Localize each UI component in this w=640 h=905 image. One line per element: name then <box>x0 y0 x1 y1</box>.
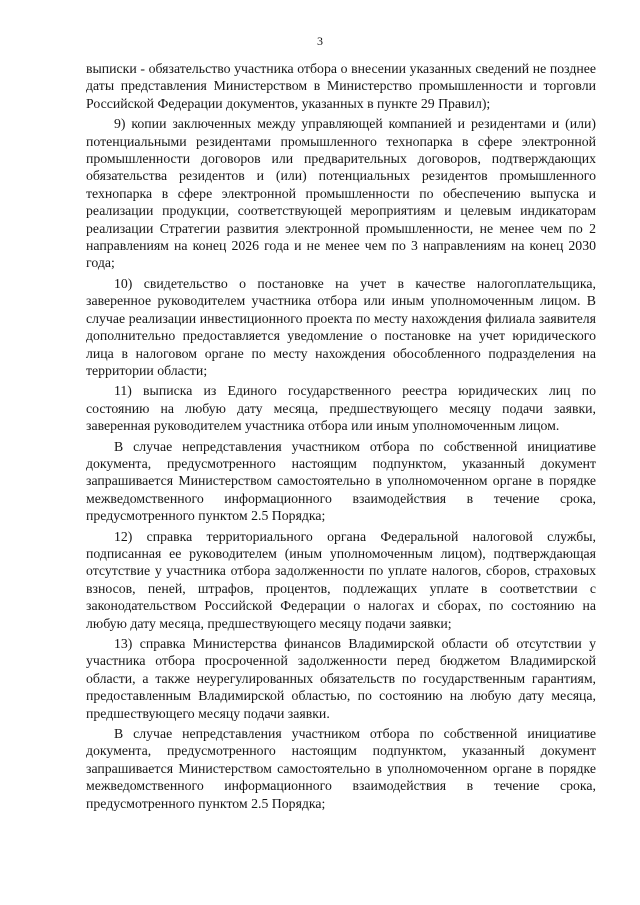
paragraph-note-2: В случае непредставления участником отбора по собственной инициативе документа, предусмотренного настоящим подпунктом, указанный документ запрашивается Министерством самостоятельно в уполномоченном органе в порядке межведомственного информационного взаимодействия в течение срока, предусмотренного пунктом 2.5 Порядка; <box>86 726 596 811</box>
page-number: 3 <box>317 34 323 48</box>
paragraph-item-9: 9) копии заключенных между управляющей компанией и резидентами и (или) потенциальными резидентами промышленного технопарка в сфере электронной промышленности договоров или предварительных договоров, подтверждающих обязательства резидентов и (или) потенциальных резидентов промышленного технопарка в сфере электронной промышленности по обеспечению выпуска и реализации продукции, соответствующей мероприятиям и целевым индикаторам реализации Стратегии развития электронной промышленности, не менее чем по 2 направлениям на конец 2026 года и не менее чем по 3 направлениям на конец 2030 года; <box>86 116 596 271</box>
paragraph-item-11: 11) выписка из Единого государственного реестра юридических лиц по состоянию на любую дату месяца, предшествующего месяцу подачи заявки, заверенная руководителем участника отбора или иным уполномоченным лицом. <box>86 383 596 434</box>
paragraph-continuation: выписки - обязательство участника отбора о внесении указанных сведений не позднее даты представления Министерством в Министерство промышленности и торговли Российской Федерации документов, указанных в пункте 29 Правил); <box>86 61 596 111</box>
paragraph-item-12: 12) справка территориального органа Федеральной налоговой службы, подписанная ее руководителем (иным уполномоченным лицом), подтверждающая отсутствие у участника отбора задолженности по уплате налогов, сборов, страховых взносов, пеней, штрафов, процентов, подлежащих уплате в соответствии с законодательством Российской Федерации о налогах и сборах, по состоянию на любую дату месяца, предшествующего месяцу подачи заявки; <box>86 528 596 631</box>
paragraph-item-10: 10) свидетельство о постановке на учет в качестве налогоплательщика, заверенное руководителем участника отбора или иным уполномоченным лицом. В случае реализации инвестиционного проекта по месту нахождения филиала заявителя дополнительно предоставляется уведомление о постановке на учет юридического лица в налоговом органе по месту нахождения обособленного подразделения на территории области; <box>86 275 596 378</box>
document-body <box>86 60 596 815</box>
paragraph-note-1: В случае непредставления участником отбора по собственной инициативе документа, предусмотренного настоящим подпунктом, указанный документ запрашивается Министерством самостоятельно в уполномоченном органе в порядке межведомственного информационного взаимодействия в течение срока, предусмотренного пунктом 2.5 Порядка; <box>86 438 596 524</box>
paragraph-item-13: 13) справка Министерства финансов Владимирской области об отсутствии у участника отбора просроченной задолженности перед бюджетом Владимирской области, а также неурегулированных обязательств по государственным гарантиям, предоставленным Владимирской областью, по состоянию на любую дату месяца, предшествующего месяцу подачи заявки. <box>86 636 596 721</box>
